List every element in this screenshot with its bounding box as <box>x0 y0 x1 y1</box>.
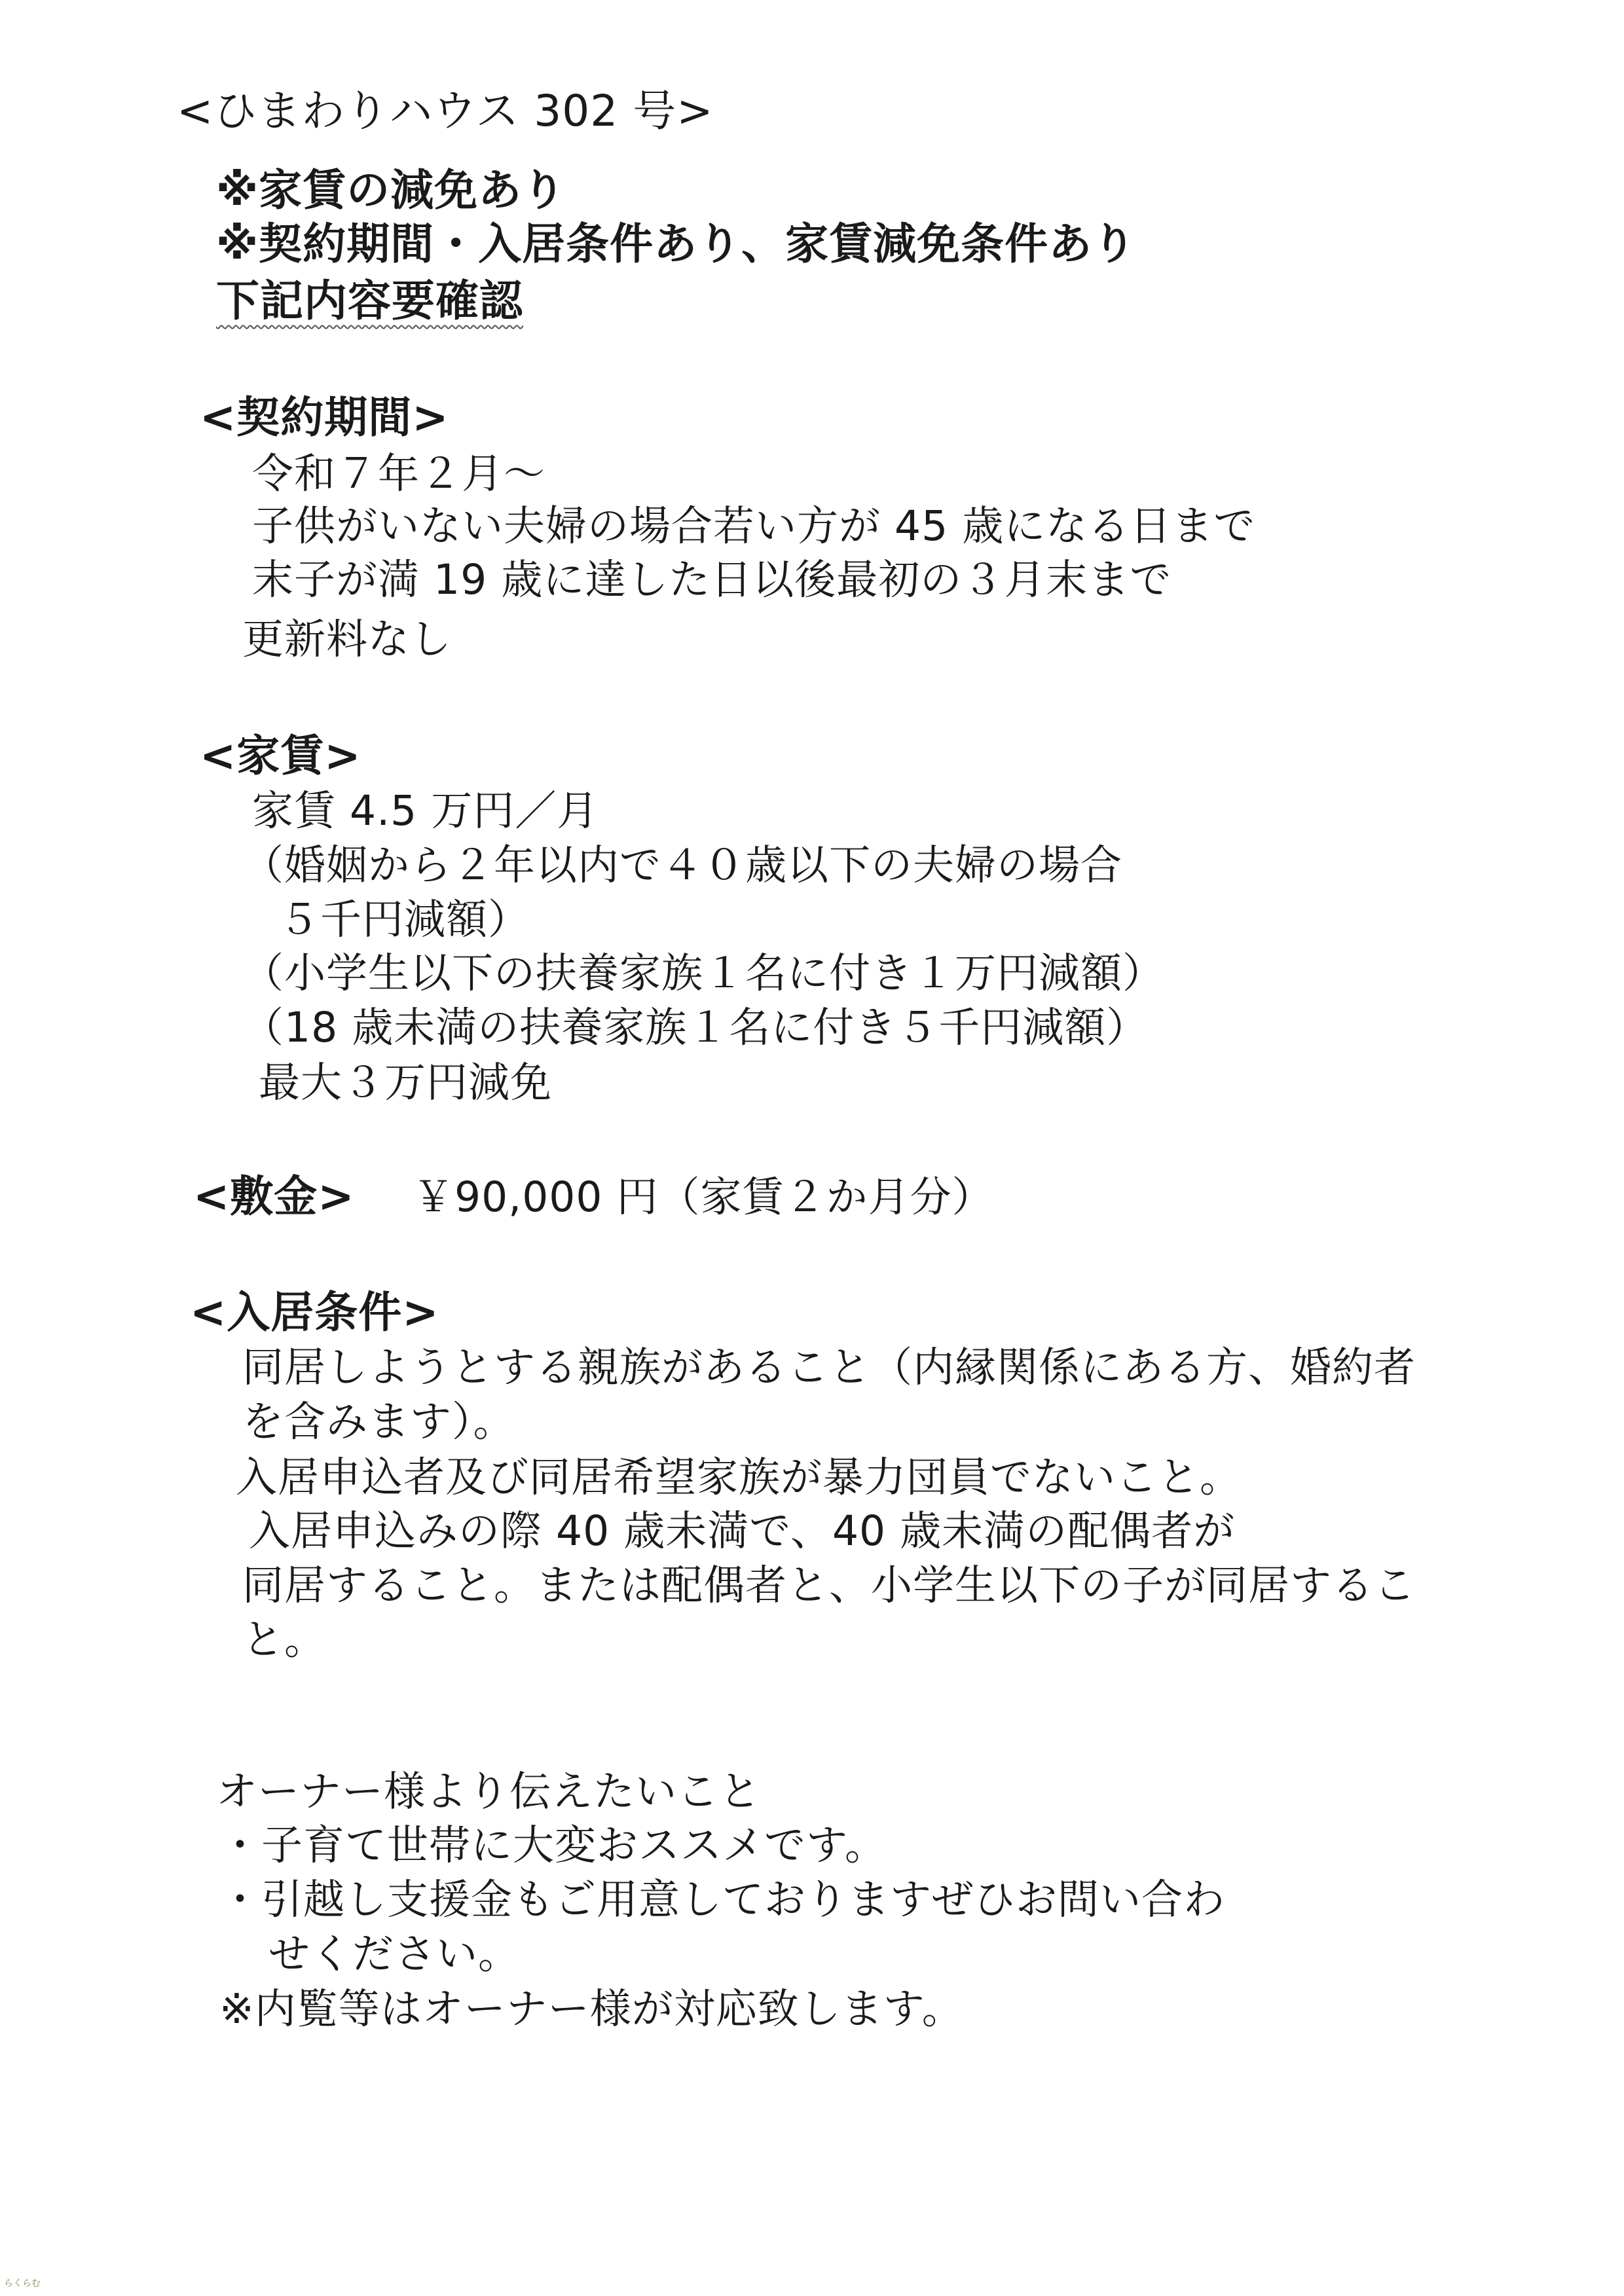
owner-bullet-families: ・子育て世帯に大変おススメです。 <box>219 1821 887 1869</box>
rent-reduction-couple-amount: ５千円減額） <box>278 896 530 943</box>
rent-reduction-couple: （婚姻から２年以内で４０歳以下の夫婦の場合 <box>242 841 1122 889</box>
contract-condition-child: 末子が満 19 歳に達した日以後最初の３月末まで <box>252 556 1172 604</box>
condition-age: 入居申込みの際 40 歳未満で、40 歳未満の配偶者が <box>249 1507 1236 1555</box>
owner-bullet-moving-support-cont: せください。 <box>268 1930 520 1978</box>
conditions-heading: <入居条件> <box>190 1287 439 1338</box>
footer-mark: らくらむ <box>4 2278 41 2289</box>
notice-conditions: ※契約期間・入居条件あり、家賃減免条件あり <box>216 219 1137 269</box>
contract-start: 令和７年２月～ <box>252 450 545 498</box>
rent-reduction-elementary: （小学生以下の扶養家族１名に付き１万円減額） <box>242 949 1164 997</box>
rent-max-reduction: 最大３万円減免 <box>259 1059 552 1106</box>
rent-amount: 家賃 4.5 万円／月 <box>252 787 599 835</box>
owner-message-heading: オーナー様より伝えたいこと <box>216 1768 761 1815</box>
owner-bullet-moving-support: ・引越し支援金もご用意しておりますぜひお問い合わ <box>219 1876 1225 1923</box>
contract-renewal: 更新料なし <box>242 615 452 663</box>
condition-relatives-cont: を含みます）。 <box>242 1398 515 1446</box>
rent-heading: <家賃> <box>200 731 361 781</box>
condition-cohabit: 同居すること。または配偶者と、小学生以下の子が同居するこ <box>242 1561 1416 1609</box>
owner-viewing-note: ※内覧等はオーナー様が対応致します。 <box>219 1985 964 2033</box>
contract-heading: <契約期間> <box>200 392 449 443</box>
deposit-heading: <敷金> <box>193 1171 355 1222</box>
property-title: <ひまわりハウス 302 号> <box>177 86 714 136</box>
notice-check-below: 下記内容要確認 <box>216 276 523 326</box>
notice-rent-reduction: ※家賃の減免あり <box>216 165 566 215</box>
condition-relatives: 同居しようとする親族があること（内縁関係にある方、婚約者 <box>242 1343 1416 1391</box>
condition-cohabit-end: と。 <box>242 1616 326 1664</box>
condition-no-gang: 入居申込者及び同居希望家族が暴力団員でないこと。 <box>236 1453 1242 1501</box>
rent-reduction-under18: （18 歳未満の扶養家族１名に付き５千円減額） <box>242 1004 1149 1051</box>
contract-condition-couple: 子供がいない夫婦の場合若い方が 45 歳になる日まで <box>252 502 1256 550</box>
deposit-amount: ￥90,000 円（家賃２か月分） <box>413 1173 994 1221</box>
